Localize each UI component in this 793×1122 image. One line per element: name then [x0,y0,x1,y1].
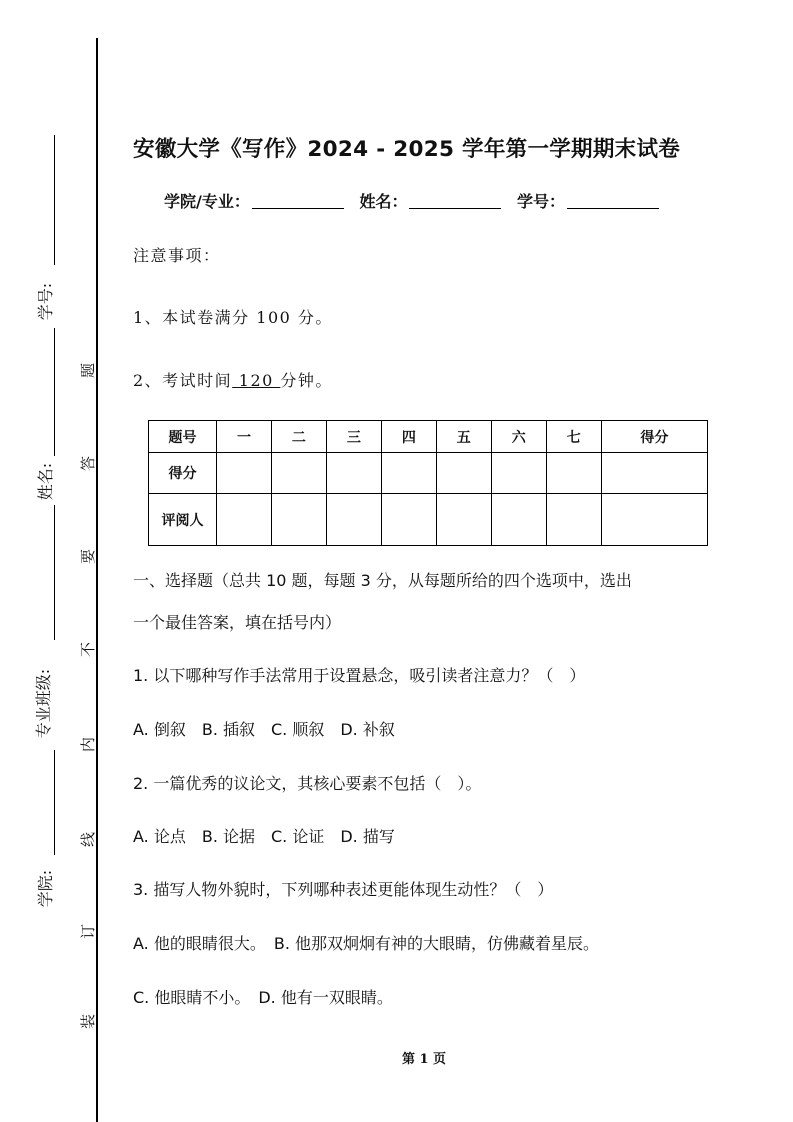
binding-line [96,38,98,1122]
header-cell: 一 [217,421,272,453]
seal-char: 线 [79,831,98,848]
college-label: 学院/专业： [164,192,250,211]
section-heading: 一、选择题（总共 10 题，每题 3 分，从每题所给的四个选项中，选出 [133,571,632,590]
header-cell: 三 [326,421,381,453]
header-cell: 七 [546,421,601,453]
seal-char: 要 [79,548,98,565]
question-stem: 3. 描写人物外貌时，下列哪种表述更能体现生动性？（ ） [133,880,554,899]
note-suffix: 分钟。 [280,371,333,390]
id-label: 学号： [517,192,566,211]
row-label: 评阅人 [149,494,217,546]
reviewer-cell[interactable] [381,494,436,546]
seal-char: 题 [79,362,98,379]
header-cell: 二 [271,421,326,453]
header-cell: 五 [436,421,491,453]
seal-char: 订 [79,923,98,940]
reviewer-cell[interactable] [326,494,381,546]
header-cell: 四 [381,421,436,453]
margin-line [54,328,55,456]
seal-char: 装 [79,1013,98,1030]
row-label: 得分 [149,453,217,494]
score-cell[interactable] [546,453,601,494]
reviewer-cell[interactable] [491,494,546,546]
name-blank[interactable] [409,192,501,209]
question-options: A. 论点 B. 论据 C. 论证 D. 描写 [133,827,395,846]
margin-line [54,750,55,855]
header-cell: 六 [491,421,546,453]
notes-heading: 注意事项： [133,246,221,265]
student-info-line [164,189,669,212]
major-class-margin-label: 专业班级: [34,668,54,739]
margin-line [54,135,55,265]
score-cell[interactable] [217,453,272,494]
score-table [148,420,708,546]
note-prefix: 2、考试时间 [133,371,233,390]
seal-char: 不 [79,641,98,658]
name-margin-label: 姓名: [36,462,56,501]
score-cell[interactable] [326,453,381,494]
page-number: 第 1 页 [401,1052,447,1067]
id-blank[interactable] [567,192,659,209]
score-cell[interactable] [271,453,326,494]
margin-line [54,505,55,640]
question-options: A. 他的眼睛很大。 B. 他那双炯炯有神的大眼睛，仿佛藏着星辰。 [133,934,599,953]
score-cell[interactable] [491,453,546,494]
note-item [133,368,333,391]
reviewer-cell[interactable] [217,494,272,546]
table-row [149,453,708,494]
exam-title: 安徽大学《写作》2024 - 2025 学年第一学期期末试卷 [133,137,681,162]
seal-char: 内 [79,736,98,753]
exam-duration: 120 [232,371,281,390]
question-options: A. 倒叙 B. 插叙 C. 顺叙 D. 补叙 [133,720,395,739]
note-item: 1、本试卷满分 100 分。 [133,308,333,327]
section-heading: 一个最佳答案，填在括号内） [133,613,342,632]
table-header-row [149,421,708,453]
question-stem: 2. 一篇优秀的议论文，其核心要素不包括（ ）。 [133,774,482,793]
question-options: C. 他眼睛不小。 D. 他有一双眼睛。 [133,988,393,1007]
header-cell: 题号 [149,421,217,453]
college-blank[interactable] [252,192,344,209]
score-cell[interactable] [601,453,707,494]
reviewer-cell[interactable] [601,494,707,546]
score-cell[interactable] [436,453,491,494]
reviewer-cell[interactable] [436,494,491,546]
question-stem: 1. 以下哪种写作手法常用于设置悬念，吸引读者注意力？（ ） [133,666,586,685]
name-label: 姓名： [359,192,408,211]
header-cell: 得分 [601,421,707,453]
reviewer-cell[interactable] [546,494,601,546]
college-margin-label: 学院: [36,869,56,908]
student-id-margin-label: 学号: [36,282,56,321]
seal-char: 答 [79,455,98,472]
table-row [149,494,708,546]
reviewer-cell[interactable] [271,494,326,546]
score-cell[interactable] [381,453,436,494]
